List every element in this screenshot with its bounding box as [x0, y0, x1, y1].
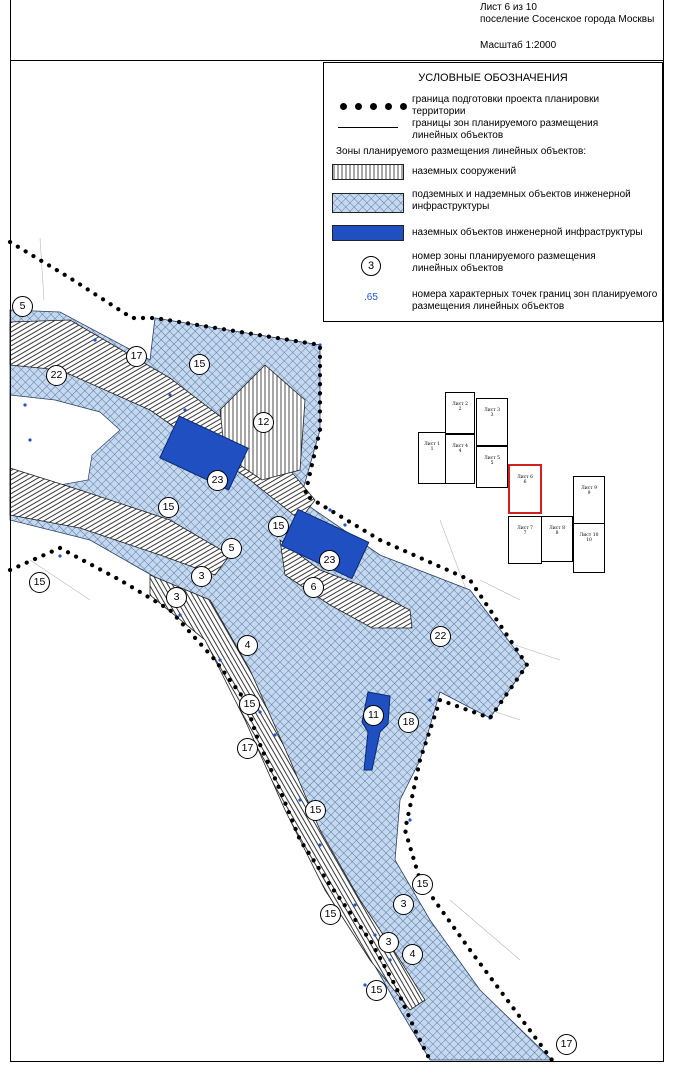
sheet-index-6-current: Лист 6 6	[508, 464, 542, 514]
sheet-index-8: Лист 8 8	[541, 516, 573, 562]
zone-number-23: 23	[207, 470, 228, 491]
sheet-index-9: Лист 9 9	[573, 476, 605, 524]
zone-number-5: 5	[221, 538, 242, 559]
zone-number-15: 15	[412, 874, 433, 895]
zone-number-15: 15	[189, 354, 210, 375]
zone-number-18: 18	[398, 712, 419, 733]
zone-number-3: 3	[378, 932, 399, 953]
ground-engineering-swatch	[332, 225, 404, 241]
legend-ground-structures: наземных сооружений	[412, 166, 517, 177]
legend-zones-heading: Зоны планируемого размещения линейных объектов:	[336, 146, 587, 157]
zone-number-4: 4	[402, 944, 423, 965]
zone-number-3: 3	[393, 894, 414, 915]
zone-number-4: 4	[237, 635, 258, 656]
underground-overground-swatch	[332, 193, 404, 213]
sheet-index-2: Лист 2 2	[445, 392, 475, 434]
ground-structures-swatch	[332, 164, 404, 180]
planning-boundary-symbol	[340, 103, 407, 110]
legend-zone-number: номер зоны планируемого размещения линейных объектов	[412, 251, 596, 274]
sheet-number: Лист 6 из 10	[480, 2, 537, 13]
legend-planning-boundary: граница подготовки проекта планировки территории	[412, 94, 600, 117]
zone-number-17: 17	[237, 738, 258, 759]
zone-number-15: 15	[158, 497, 179, 518]
zone-number-15: 15	[366, 980, 387, 1001]
header-divider	[10, 60, 664, 61]
zone-number-22: 22	[46, 365, 67, 386]
legend	[323, 62, 663, 322]
zone-boundary-symbol	[338, 127, 398, 128]
legend-zone-boundary: границы зон планируемого размещения линейных объектов	[412, 118, 599, 141]
sheet-index-1: Лист 1 1	[418, 432, 446, 484]
sheet-index-4: Лист 4 4	[445, 434, 475, 484]
legend-underground-overground: подземных и надземных объектов инженерной инфраструктуры	[412, 189, 631, 212]
map-scale: Масштаб 1:2000	[480, 40, 557, 51]
zone-number-15: 15	[239, 694, 260, 715]
zone-number-17: 17	[126, 346, 147, 367]
zone-number-3: 3	[166, 587, 187, 608]
zone-number-22: 22	[430, 626, 451, 647]
sheet-index-3: Лист 3 3	[476, 398, 508, 446]
settlement-name: поселение Сосенское города Москвы	[480, 14, 655, 25]
sheet-index-5: Лист 5 5	[476, 446, 508, 488]
zone-number-sample: 3	[361, 256, 381, 276]
legend-point-number: номера характерных точек границ зон планируемого размещения линейных объектов	[412, 289, 658, 312]
zone-number-3: 3	[191, 566, 212, 587]
zone-number-5: 5	[12, 296, 33, 317]
zone-number-15: 15	[320, 904, 341, 925]
zone-number-17: 17	[556, 1034, 577, 1055]
legend-title: УСЛОВНЫЕ ОБОЗНАЧЕНИЯ	[418, 72, 568, 84]
zone-number-6: 6	[303, 577, 324, 598]
legend-ground-engineering: наземных объектов инженерной инфраструктуры	[412, 227, 643, 238]
zone-number-15: 15	[268, 516, 289, 537]
zone-number-11: 11	[363, 705, 384, 726]
sheet-index-7: Лист 7 7	[508, 516, 542, 564]
sheet-index-10: Лист 10 10	[573, 523, 605, 573]
zone-number-23: 23	[319, 550, 340, 571]
zone-number-15: 15	[29, 572, 50, 593]
zone-number-15: 15	[305, 800, 326, 821]
point-number-sample: .65	[364, 292, 378, 303]
zone-number-12: 12	[253, 412, 274, 433]
